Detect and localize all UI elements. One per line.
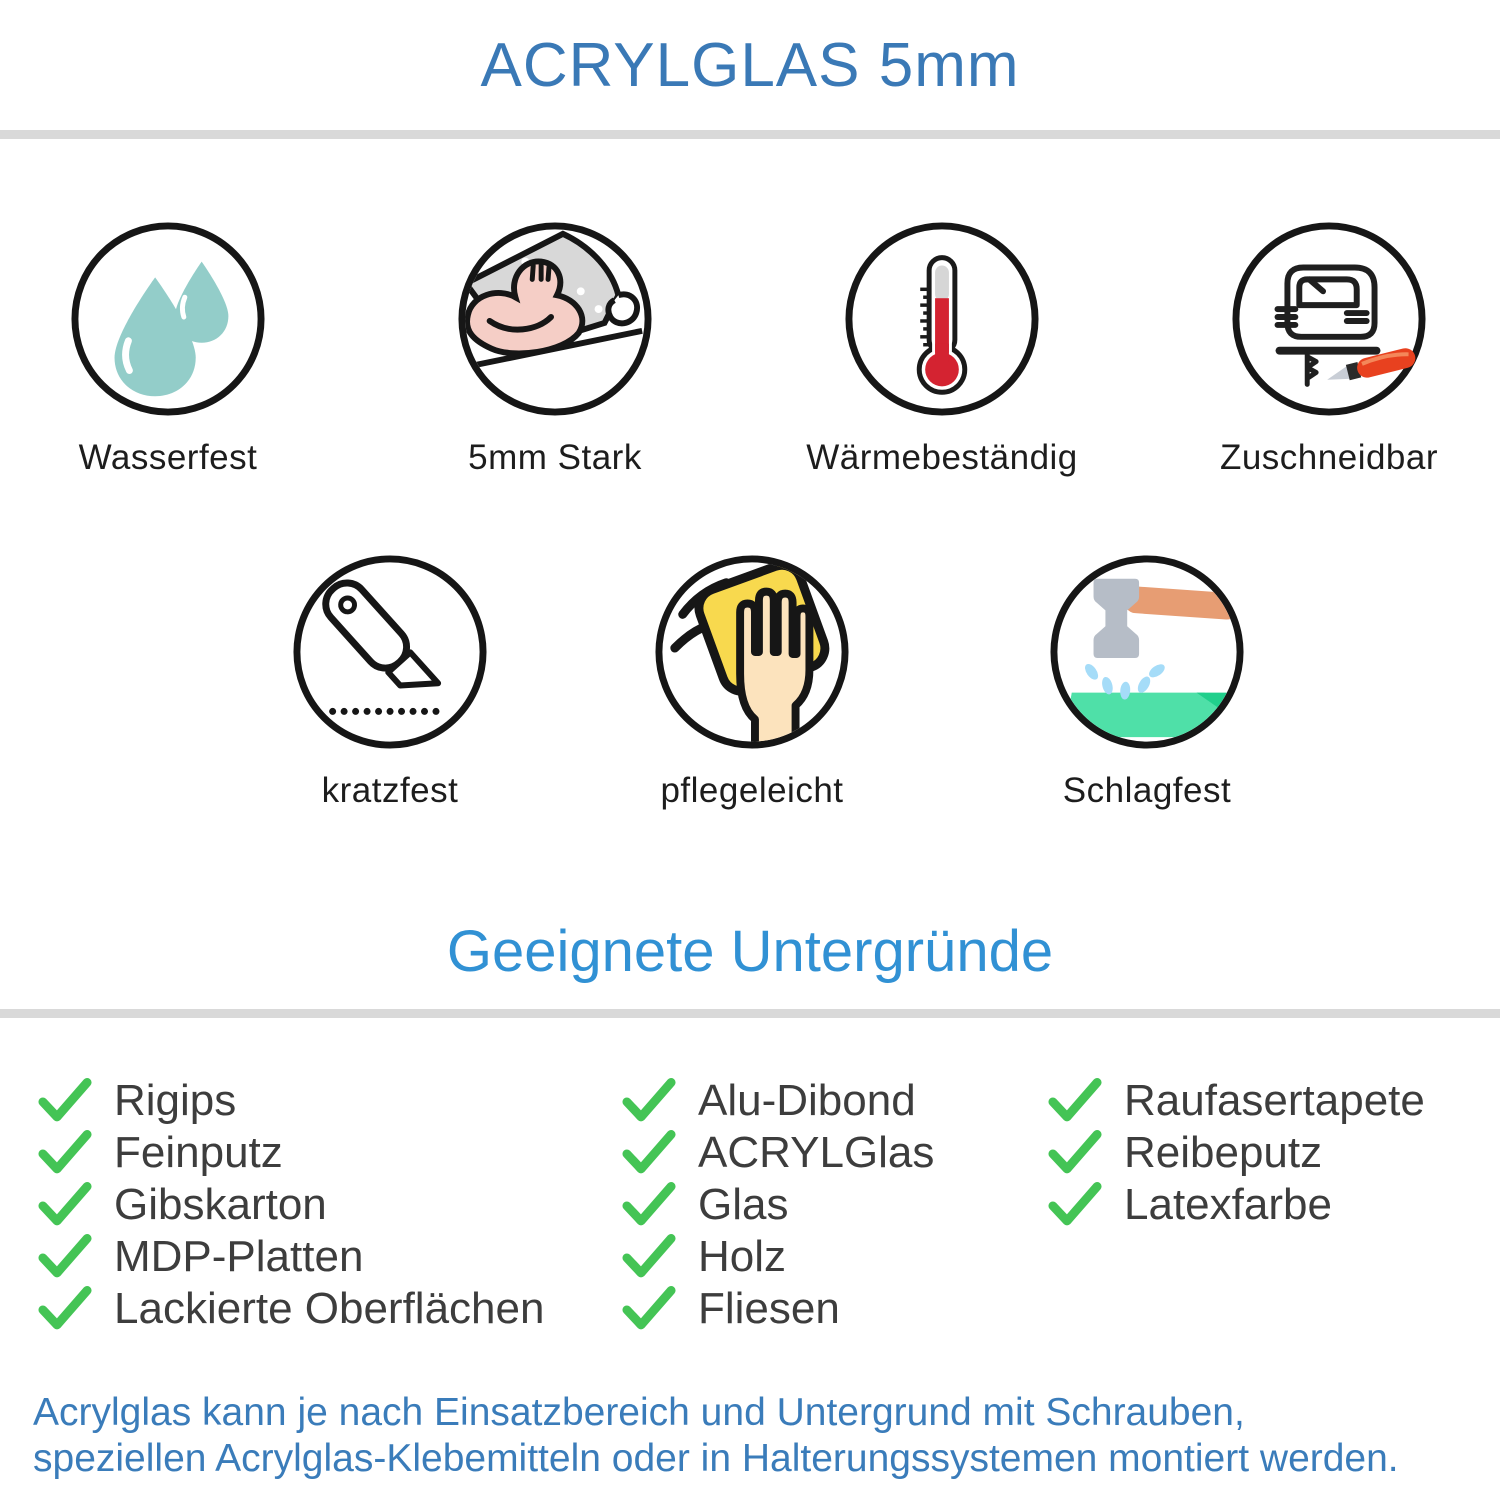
utility-knife-icon [291,553,489,751]
list-item [38,1127,544,1179]
substrate-label: Feinputz [114,1128,283,1177]
check-icon [622,1078,676,1124]
list-item [622,1179,934,1231]
substrate-label: Rigips [114,1076,237,1125]
thermometer-icon [843,220,1041,418]
substrate-label: Raufasertapete [1124,1076,1425,1125]
feature-pflegeleicht [582,553,922,811]
substrate-column-3 [1048,1075,1425,1231]
list-item [622,1283,934,1335]
check-icon [38,1182,92,1228]
substrate-label: Reibeputz [1124,1128,1323,1177]
jigsaw-icon [1230,220,1428,418]
list-item [38,1231,544,1283]
list-item [622,1127,934,1179]
check-icon [622,1234,676,1280]
list-item [38,1179,544,1231]
feature-kratzfest [220,553,560,811]
divider-middle [0,1009,1500,1018]
muscle-arm-icon [456,220,654,418]
feature-5mm-stark [385,220,725,478]
list-item [1048,1127,1425,1179]
check-icon [622,1182,676,1228]
list-item [1048,1075,1425,1127]
feature-label: Wasserfest [78,438,258,477]
check-icon [38,1130,92,1176]
feature-schlagfest [977,553,1317,811]
list-item [38,1075,544,1127]
feature-label: Wärmebeständig [806,438,1078,477]
list-item [622,1075,934,1127]
list-item [622,1231,934,1283]
hammer-icon [1048,553,1246,751]
divider-top [0,130,1500,139]
substrate-label: Gibskarton [114,1180,327,1229]
substrate-label: Alu-Dibond [698,1076,916,1125]
feature-zuschneidbar [1159,220,1499,478]
wiping-hand-icon [653,553,851,751]
check-icon [622,1286,676,1332]
footer-note [33,1390,1399,1482]
feature-label: kratzfest [321,771,459,810]
list-item [1048,1179,1425,1231]
check-icon [38,1286,92,1332]
substrate-label: Latexfarbe [1124,1180,1332,1229]
feature-wasserfest [0,220,338,478]
feature-label: 5mm Stark [468,438,642,477]
substrate-label: Holz [698,1232,787,1281]
substrate-label: MDP-Platten [114,1232,364,1281]
check-icon [1048,1078,1102,1124]
check-icon [1048,1182,1102,1228]
substrate-label: Fliesen [698,1284,840,1333]
check-icon [1048,1130,1102,1176]
list-item [38,1283,544,1335]
footer-line-1: Acrylglas kann je nach Einsatzbereich und Untergrund mit Schrauben, [33,1391,1245,1434]
substrate-column-2 [622,1075,934,1335]
feature-label: pflegeleicht [660,771,844,810]
feature-label: Schlagfest [1062,771,1232,810]
section-title-untergruende: Geeignete Untergründe [446,919,1054,984]
substrate-label: Lackierte Oberflächen [114,1284,545,1333]
check-icon [622,1130,676,1176]
substrate-column-1 [38,1075,544,1335]
substrate-label: ACRYLGlas [698,1128,935,1177]
feature-label: Zuschneidbar [1219,438,1439,477]
check-icon [38,1078,92,1124]
page-title: ACRYLGLAS 5mm [480,31,1020,100]
footer-line-2: speziellen Acrylglas-Klebemitteln oder in Halterungssystemen montiert werden. [33,1437,1399,1480]
feature-waermebestaendig [772,220,1112,478]
water-drops-icon [69,220,267,418]
substrate-label: Glas [698,1180,789,1229]
check-icon [38,1234,92,1280]
